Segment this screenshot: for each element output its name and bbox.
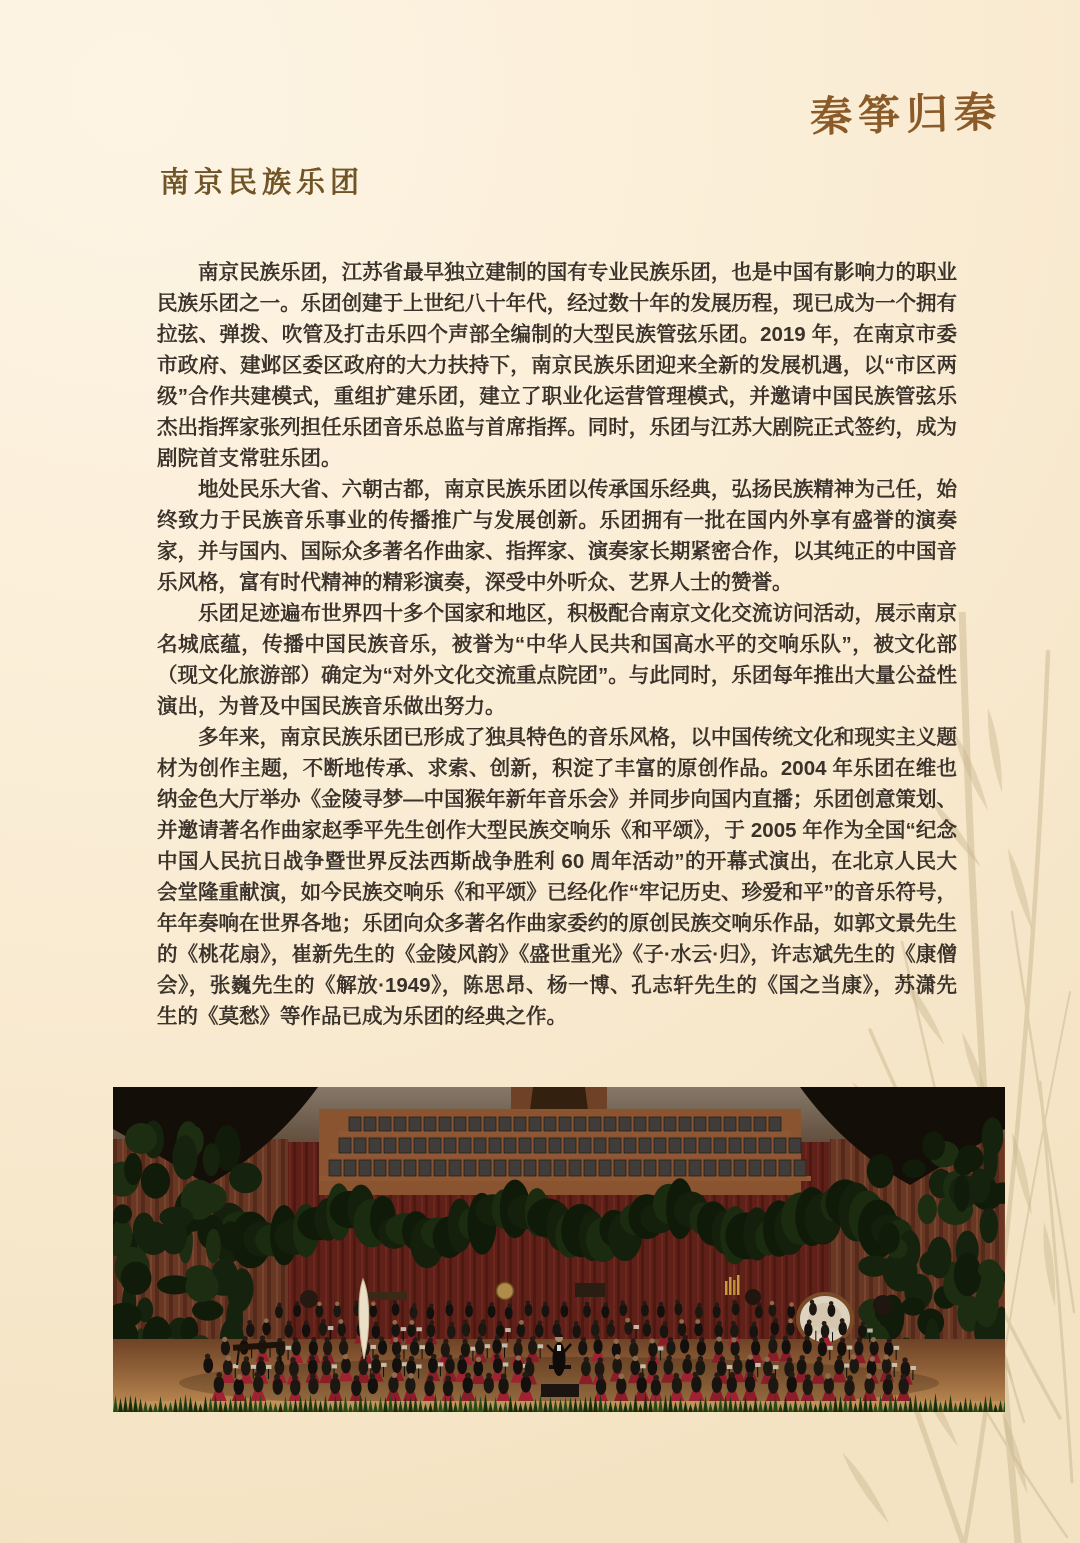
podium [541, 1384, 579, 1397]
orchestra-photo-illustration [113, 1087, 1005, 1412]
orchestra-photo [113, 1087, 1005, 1412]
paragraph-3: 乐团足迹遍布世界四十多个国家和地区，积极配合南京文化交流访问活动，展示南京名城底蕴，传播中国民族音乐，被誉为“中华人民共和国高水平的交响乐队”，被文化部（现文化旅游部）确定为“对外文化交流重点院团”。与此同时，乐团每年推出大量公益性演出，为普及中国民族音乐做出努力。 [157, 602, 957, 718]
page-title: 南京民族乐团 [160, 167, 365, 199]
calligraphy-title: 秦筝归秦 [809, 90, 1003, 142]
article-text [157, 257, 957, 1032]
paragraph-1: 南京民族乐团，江苏省最早独立建制的国有专业民族乐团，也是中国有影响力的职业民族乐团之一。乐团创建于上世纪八十年代，经过数十年的发展历程，现已成为一个拥有拉弦、弹拨、吹管及打击乐四个声部全编制的大型民族管弦乐团。2019 年，在南京市委市政府、建邺区委区政府的大力扶持下，南京民族乐团迎来全新的发展机遇，以“市区两级”合作共建模式，重组扩建乐团，建立了职业化运营管理模式，并邀请中国民族管弦乐杰出指挥家张列担任乐团音乐总监与首席指挥。同时，乐团与江苏大剧院正式签约，成为剧院首支常驻乐团。 [157, 261, 957, 470]
paragraph-2: 地处民乐大省、六朝古都，南京民族乐团以传承国乐经典，弘扬民族精神为己任，始终致力于民族音乐事业的传播推广与发展创新。乐团拥有一批在国内外享有盛誉的演奏家，并与国内、国际众多著名作曲家、指挥家、演奏家长期紧密合作，以其纯正的中国音乐风格，富有时代精神的精彩演奏，深受中外听众、艺界人士的赞誉。 [157, 478, 957, 594]
paragraph-4: 多年来，南京民族乐团已形成了独具特色的音乐风格，以中国传统文化和现实主义题材为创作主题，不断地传承、求索、创新，积淀了丰富的原创作品。2004 年乐团在维也纳金色大厅举办《金陵寻梦—中国猴年新年音乐会》并同步向国内直播；乐团创意策划、并邀请著名作曲家赵季平先生创作大型民族交响乐《和平颂》，于 2005 年作为全国“纪念中国人民抗日战争暨世界反法西斯战争胜利 60 周年活动”的开幕式演出，在北京人民大会堂隆重献演，如今民族交响乐《和平颂》已经化作“牢记历史、珍爱和平”的音乐符号，年年奏响在世界各地；乐团向众多著名作曲家委约的原创民族交响乐作品，如郭文景先生的《桃花扇》，崔新先生的《金陵风韵》《盛世重光》《子·水云·归》，许志斌先生的《康僧会》，张巍先生的《解放·1949》，陈思昂、杨一博、孔志轩先生的《国之当康》，苏潇先生的《莫愁》等作品已成为乐团的经典之作。 [157, 726, 957, 1028]
